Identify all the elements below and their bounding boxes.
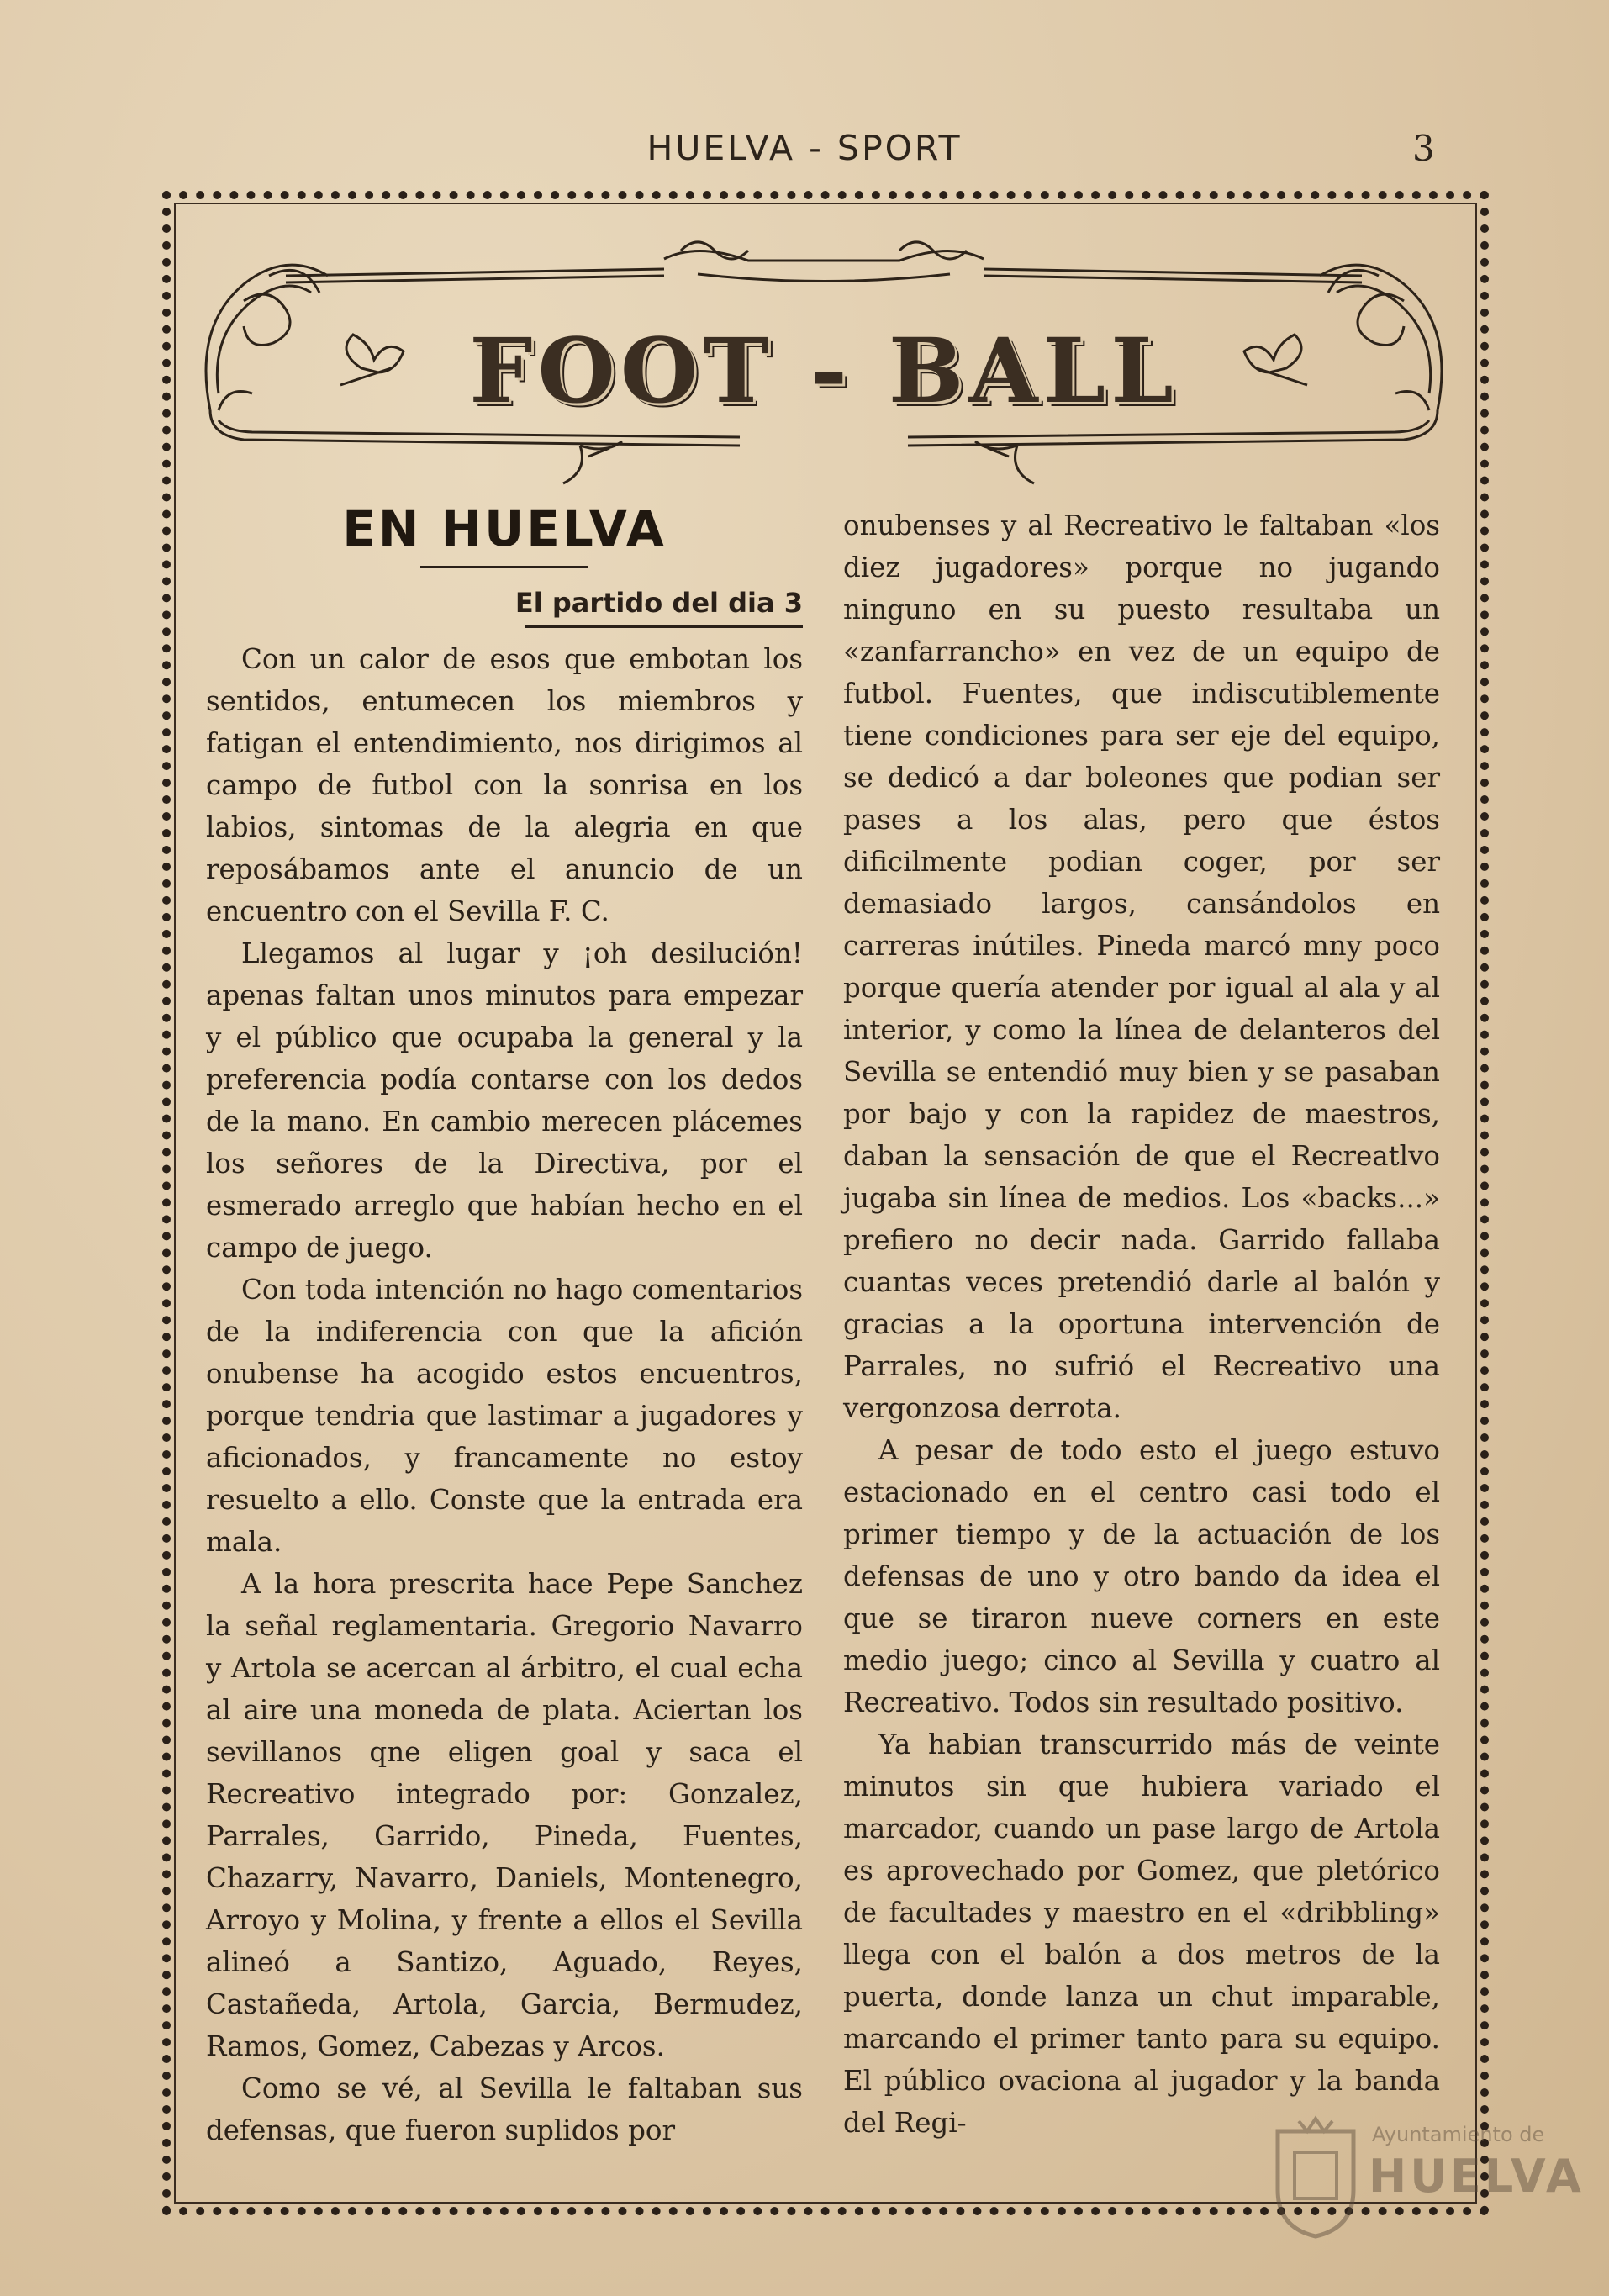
article-column-left [206, 500, 803, 2151]
paragraph: A pesar de todo esto el juego estuvo estacionado en el centro casi todo el primer tiempo y de la actuación de los defensas de uno y otro bando da idea el que se tiraron nueve corners en este medio juego; cinco al Sevilla y cuatro al Recreativo. Todos sin resultado positivo. [843, 1434, 1440, 1718]
paragraph: Con toda intención no hago comentarios de la indiferencia con que la afición onubense ha acogido estos encuentros, porque tendria que lastimar a jugadores y aficionados, y francamente no estoy resuelto a ello. Conste que la entrada era mala. [206, 1274, 804, 1558]
page-number: 3 [1412, 128, 1435, 169]
article-headline: EN HUELVA [342, 500, 667, 557]
archive-watermark [1269, 2114, 1585, 2249]
watermark-line2: HUELVA [1369, 2150, 1585, 2203]
paragraph: Ya habian transcurrido más de veinte minutos sin que hubiera variado el marcador, cuando un pase largo de Artola es aprovechado por Gomez, que pletórico de facultades y maestro en el «dribbling» llega con el balón a dos metros de la puerta, donde lanza un chut imparable, marcando el primer tanto para su equipo. El público ovaciona al jugador y la banda del Regi- [843, 1729, 1440, 2139]
subheadline-rule [525, 625, 803, 628]
coat-of-arms-icon [1269, 2114, 1362, 2241]
article-subheadline: El partido del dia 3 [514, 587, 803, 619]
paragraph: Con un calor de esos que embotan los sentidos, entumecen los miembros y fatigan el entendimiento, nos dirigimos al campo de futbol con la sonrisa en los labios, sintomas de la alegria en que reposábamos ante el anuncio de un encuentro con el Sevilla F. C. [206, 643, 803, 927]
running-header: HUELVA - SPORT [646, 128, 963, 168]
paragraph: Como se vé, al Sevilla le faltaban sus defensas, que fueron suplidos por [206, 2072, 803, 2146]
watermark-line1: Ayuntamiento de [1372, 2123, 1545, 2146]
banner-title: FOOT - BALL [469, 318, 1179, 423]
article-column-right [843, 504, 1440, 2144]
paragraph: Llegamos al lugar y ¡oh desilución! apenas faltan unos minutos para empezar y el público que ocupaba la general y la preferencia podía contarse con los dedos de la mano. En cambio merecen plácemes los señores de la Directiva, por el esmerado arreglo que habían hecho en el campo de juego. [206, 937, 803, 1264]
headline-rule [420, 566, 588, 568]
paragraph: onubenses y al Recreativo le faltaban «los diez jugadores» porque no jugando ninguno en su puesto resultaba un «zanfarrancho» en vez de un equipo de futbol. Fuentes, que indiscutiblemente tiene condiciones para ser eje del equipo, se dedicó a dar boleones que podian ser pases a los alas, pero que éstos dificilmente podian coger, por ser demasiado largos, cansándolos en carreras inútiles. Pineda marcó mny poco porque quería atender por igual al ala y al interior, y como la línea de delanteros del Sevilla se entendió muy bien y se pasaban por bajo y con la rapidez de maestros, daban la sensación de que el Recreatlvo jugaba sin línea de medios. Los «backs...» prefiero no decir nada. Garrido fallaba cuantas veces pretendió darle al balón y gracias a la oportuna intervención de Parrales, no sufrió el Recreativo una vergonzosa derrota. [843, 509, 1440, 1424]
paragraph: A la hora prescrita hace Pepe Sanchez la señal reglamentaria. Gregorio Navarro y Artola se acercan al árbitro, el cual echa al aire una moneda de plata. Aciertan los sevillanos qne eligen goal y saca el Recreativo integrado por: Gonzalez, Parrales, Garrido, Pineda, Fuentes, Chazarry, Navarro, Daniels, Montenegro, Arroyo y Molina, y frente a ellos el Sevilla alineó a Santizo, Aguado, Reyes, Castañeda, Artola, Garcia, Bermudez, Ramos, Gomez, Cabezas y Arcos. [206, 1568, 803, 2062]
